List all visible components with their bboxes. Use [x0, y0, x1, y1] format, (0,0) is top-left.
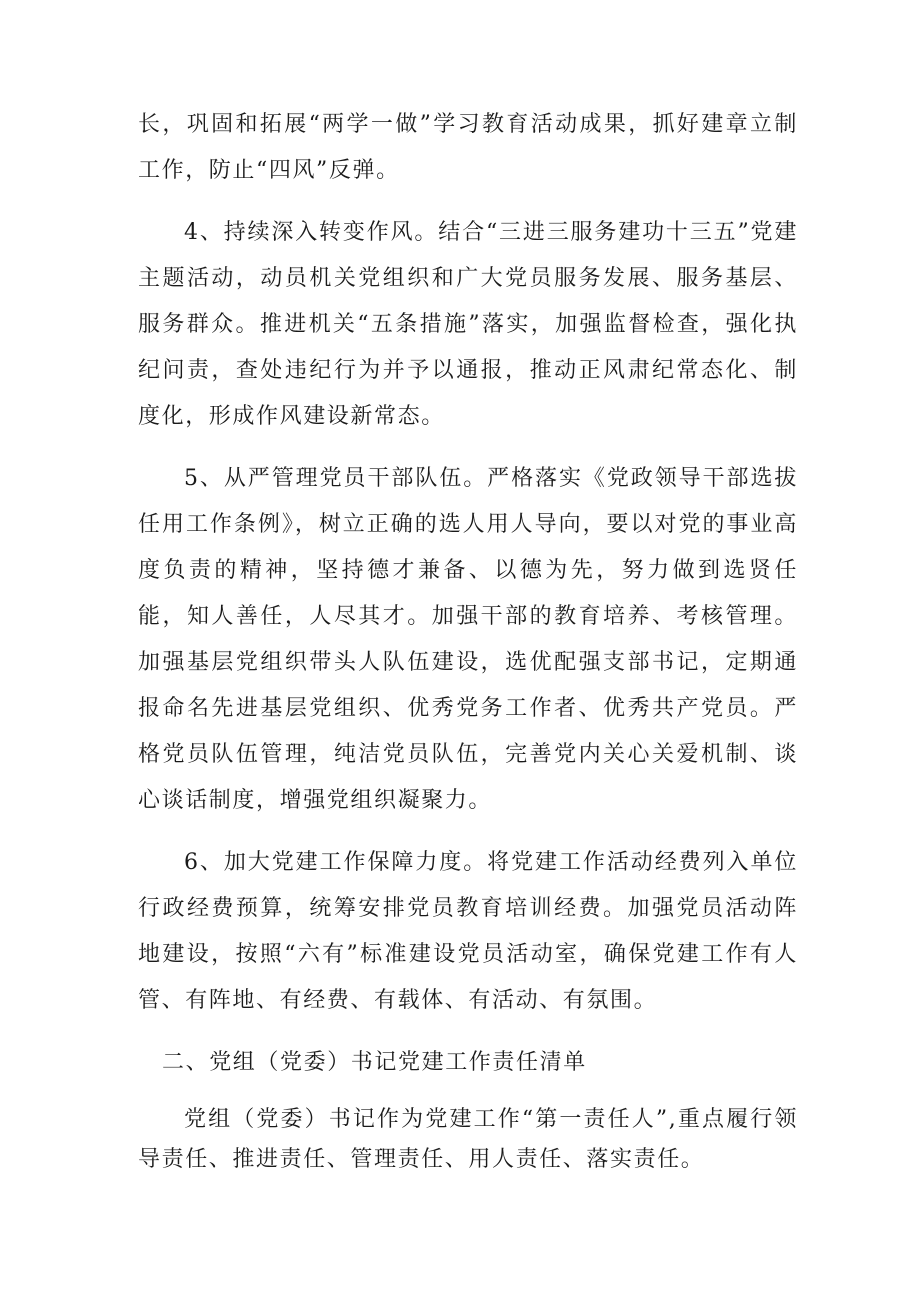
paragraph-item-5: 5、从严管理党员干部队伍。严格落实《党政领导干部选拔任用工作条例》，树立正确的选人用人导向，要以对党的事业高度负责的精神，坚持德才兼备、以德为先，努力做到选贤任能，知人善任，人尽其才。加强干部的教育培养、考核管理。加强基层党组织带头人队伍建设，选优配强支部书记，定期通报命名先进基层党组织、优秀党务工作者、优秀共产党员。严格党员队伍管理，纯洁党员队伍，完善党内关心关爱机制、谈心谈话制度，增强党组织凝聚力。	[138, 466, 798, 813]
paragraph-item-6: 6、加大党建工作保障力度。将党建工作活动经费列入单位行政经费预算，统筹安排党员教育培训经费。加强党员活动阵地建设，按照“六有”标准建设党员活动室，确保党建工作有人管、有阵地、有经费、有载体、有活动、有氛围。	[138, 850, 798, 1013]
section-heading: 二、党组（党委）书记党建工作责任清单	[162, 1050, 587, 1075]
paragraph-section-intro: 党组（党委）书记作为党建工作“第一责任人”,重点履行领导责任、推进责任、管理责任、用人责任、落实责任。	[138, 1107, 798, 1172]
paragraph-item-4: 4、持续深入转变作风。结合“三进三服务建功十三五”党建主题活动，动员机关党组织和广大党员服务发展、服务基层、服务群众。推进机关“五条措施”落实，加强监督检查，强化执纪问责，查处违纪行为并予以通报，推动正风肃纪常态化、制度化，形成作风建设新常态。	[138, 220, 798, 429]
paragraph-continuation: 长，巩固和拓展“两学一做”学习教育活动成果，抓好建章立制工作，防止“四风”反弹。	[138, 112, 798, 183]
document-body	[138, 102, 798, 1196]
